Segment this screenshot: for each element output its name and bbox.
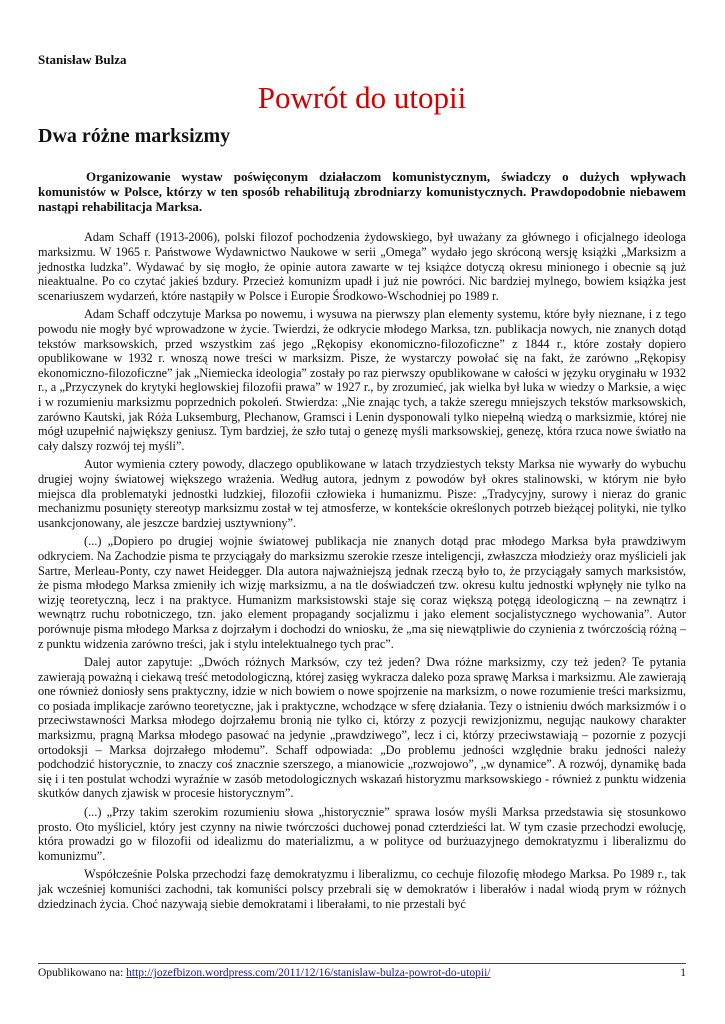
article-title: Powrót do utopii — [257, 80, 467, 115]
page-number: 1 — [680, 967, 686, 979]
author-name: Stanisław Bulza — [38, 52, 127, 67]
body-paragraph: Autor wymienia cztery powody, dlaczego opublikowane w latach trzydziestych teksty Marksa nie wywarły do wybuchu drugiej wojny światowej większego wrażenia. Według autora, jednym z powodów był okres stalinowski, w którym nie było miejsca dla problematyki jednostki ludzkiej, filozofii człowieka i humanizmu. Pisze: „Tradycyjny, surowy i nieraz do granic mechanizmu posunięty stereotyp marksizmu został w tej atmosferze, w kontekście określonych potrzeb bieżącej polityki, nie tylko usankcjonowany, ale jeszcze bardziej usztywniony”. — [38, 457, 686, 530]
body-paragraph: Adam Schaff odczytuje Marksa po nowemu, i wysuwa na pierwszy plan elementy systemu, które były nieznane, i z tego powodu nie mogły być wprowadzone w życie. Twierdzi, że odkrycie młodego Marksa, tzn. publikacja nowych, nie znanych dotąd tekstów marksowskich, przed wszystkim zaś jego „Rękopisy ekonomiczno-filozoficzne” z 1844 r., które zostały dopiero opublikowane w 1932 r. wnoszą nowe treści w marksizm. Pisze, że wystarczy powołać się na fakt, że zarówno „Rękopisy ekonomiczno-filozoficzne” jak „Niemiecka ideologia” zostały po raz pierwszy opublikowane w całości w języku oryginału w 1932 r., a „Przyczynek do krytyki heglowskiej filozofii prawa” w 1927 r., by zrozumieć, jak wielka był luka w wiedzy o Marksie, a więc i w rozumieniu marksizmu poprzednich pokoleń. Stwierdza: „Nie znając tych, a także szeregu mniejszych tekstów marksowskich, zarówno Kautski, jak Róża Luksemburg, Plechanow, Gramsci i Lenin dysponowali tylko niepełną wiedzą o marksizmie, której nie mógł uzupełnić największy geniusz. Tym bardziej, że szło tutaj o genezę myśli marksowskiej, genezę, która rzuca nowe światło na cały dalszy rozwój tej myśli”. — [38, 307, 686, 453]
page-footer — [38, 963, 686, 979]
body-paragraph: Adam Schaff (1913-2006), polski filozof pochodzenia żydowskiego, był uważany za głównego i oficjalnego ideologa marksizmu. W 1965 r. Państwowe Wydawnictwo Naukowe w serii „Omega” wydało jego skróconą wersję książki „Marksizm a jednostka ludzka”. Wydawać by się mogło, że opinie autora zawarte w tej książce dotyczą okresu minionego i obecnie są już nieaktualne. Po co czytać jakieś bzdury. Przecież komunizm upadł i już nie powróci. Nic bardziej mylnego, bowiem książka jest scenariuszem wydarzeń, które nastąpiły w Polsce i Europie Środkowo-Wschodniej po 1989 r. — [38, 230, 686, 303]
body-paragraph: Współcześnie Polska przechodzi fazę demokratyzmu i liberalizmu, co cechuje filozofię młodego Marksa. Po 1989 r., tak jak wcześniej komuniści zachodni, tak komuniści polscy przebrali się w demokratów i liberałów i nadal wiodą prym w różnych dziedzinach życia. Choć nazywają siebie demokratami i liberałami, to nie przestali być — [38, 867, 686, 911]
document-page — [38, 52, 686, 915]
source-link[interactable]: http://jozefbizon.wordpress.com/2011/12/16/stanislaw-bulza-powrot-do-utopii/ — [126, 967, 491, 979]
body-paragraph: (...) „Dopiero po drugiej wojnie światowej publikacja nie znanych dotąd prac młodego Marksa była prawdziwym odkryciem. Na Zachodzie pisma te przyciągały do marksizmu szerokie rzesze inteligencji, zwłaszcza młodzieży oraz myślicieli jak Sartre, Merleau-Ponty, czy nawet Heidegger. Dla autora najważniejszą jednak rzeczą było to, że przyciągały samych marksistów, że pisma młodego Marksa zmieniły ich wizję marksizmu, a na tle doświadczeń tzw. okresu kultu jednostki wpłynęły nie tylko na wizję teoretyczną, lecz i na praktyce. Humanizm marksistowski staje się coraz większą potęgą ideologiczną – na zewnątrz i wewnątrz ruchu robotniczego, tzn. jako element propagandy socjalizmu i jako element socjalistycznego wychowania”. Autor porównuje pisma młodego Marksa z dojrzałym i dochodzi do wniosku, że „ma się niewątpliwie do czynienia z twórczością różną – z punktu widzenia zarówno treści, jak i stylu intelektualnego tych prac”. — [38, 534, 686, 651]
lead-paragraph: Organizowanie wystaw poświęconym działaczom komunistycznym, świadczy o dużych wpływach komunistów w Polsce, którzy w ten sposób rehabilitują zbrodniarzy komunistycznych. Prawdopodobnie niebawem nastąpi rehabilitacja Marksa. — [38, 169, 686, 214]
body-paragraph: Dalej autor zapytuje: „Dwóch różnych Marksów, czy też jeden? Dwa różne marksizmy, czy też jeden? Te pytania zawierają poważną i ciekawą treść metodologiczną, której zasięg wykracza daleko poza sprawę Marksa i marksizmu. Ale zawierają one również doniosły sens praktyczny, idzie w nich bowiem o nowe spojrzenie na marksizm, o nowe rozumienie treści marksizmu, co posiada implikacje zarówno teoretyczne, jak i praktyczne, wchodzące w sferę działania. Tezy o istnieniu dwóch marksizmów i o przeciwstawności Marksa młodego dojrzałemu bronią nie tylko ci, którzy z pozycji rewizjonizmu, negując naukowy charakter marksizmu, pragną Marksa młodego pasować na jedynie „prawdziwego”, lecz i ci, którzy przeciwstawiają – pozornie z pozycji ortodoksji – Marksa dojrzałego młodemu”. Schaff odpowiada: „Do problemu jedności względnie braku jedności należy podchodzić historycznie, to znaczy coś znacznie szerszego, a mianowicie „rozwojowo”, „w dynamice”. A rozwój, dynamikę bada się i i ten postulat wchodzi wyraźnie w zasób metodologicznych wskazań historyzmu marksowskiego - również z punktu widzenia skutków danych zjawisk w procesie historycznym”. — [38, 655, 687, 801]
article-subtitle: Dwa różne marksizmy — [38, 125, 231, 148]
footer-source — [38, 967, 490, 979]
footer-label: Opublikowano na: — [38, 967, 124, 979]
body-paragraph: (...) „Przy takim szerokim rozumieniu słowa „historycznie” sprawa losów myśli Marksa przedstawia się stosunkowo prosto. Oto myśliciel, który jest czynny na niwie twórczości duchowej ponad czterdzieści lat. W tym czasie przechodzi ewolucję, która prowadzi go w filozofii od idealizmu do materializmu, a w polityce od burżuazyjnego demokratyzmu i liberalizmu do komunizmu”. — [38, 805, 686, 863]
